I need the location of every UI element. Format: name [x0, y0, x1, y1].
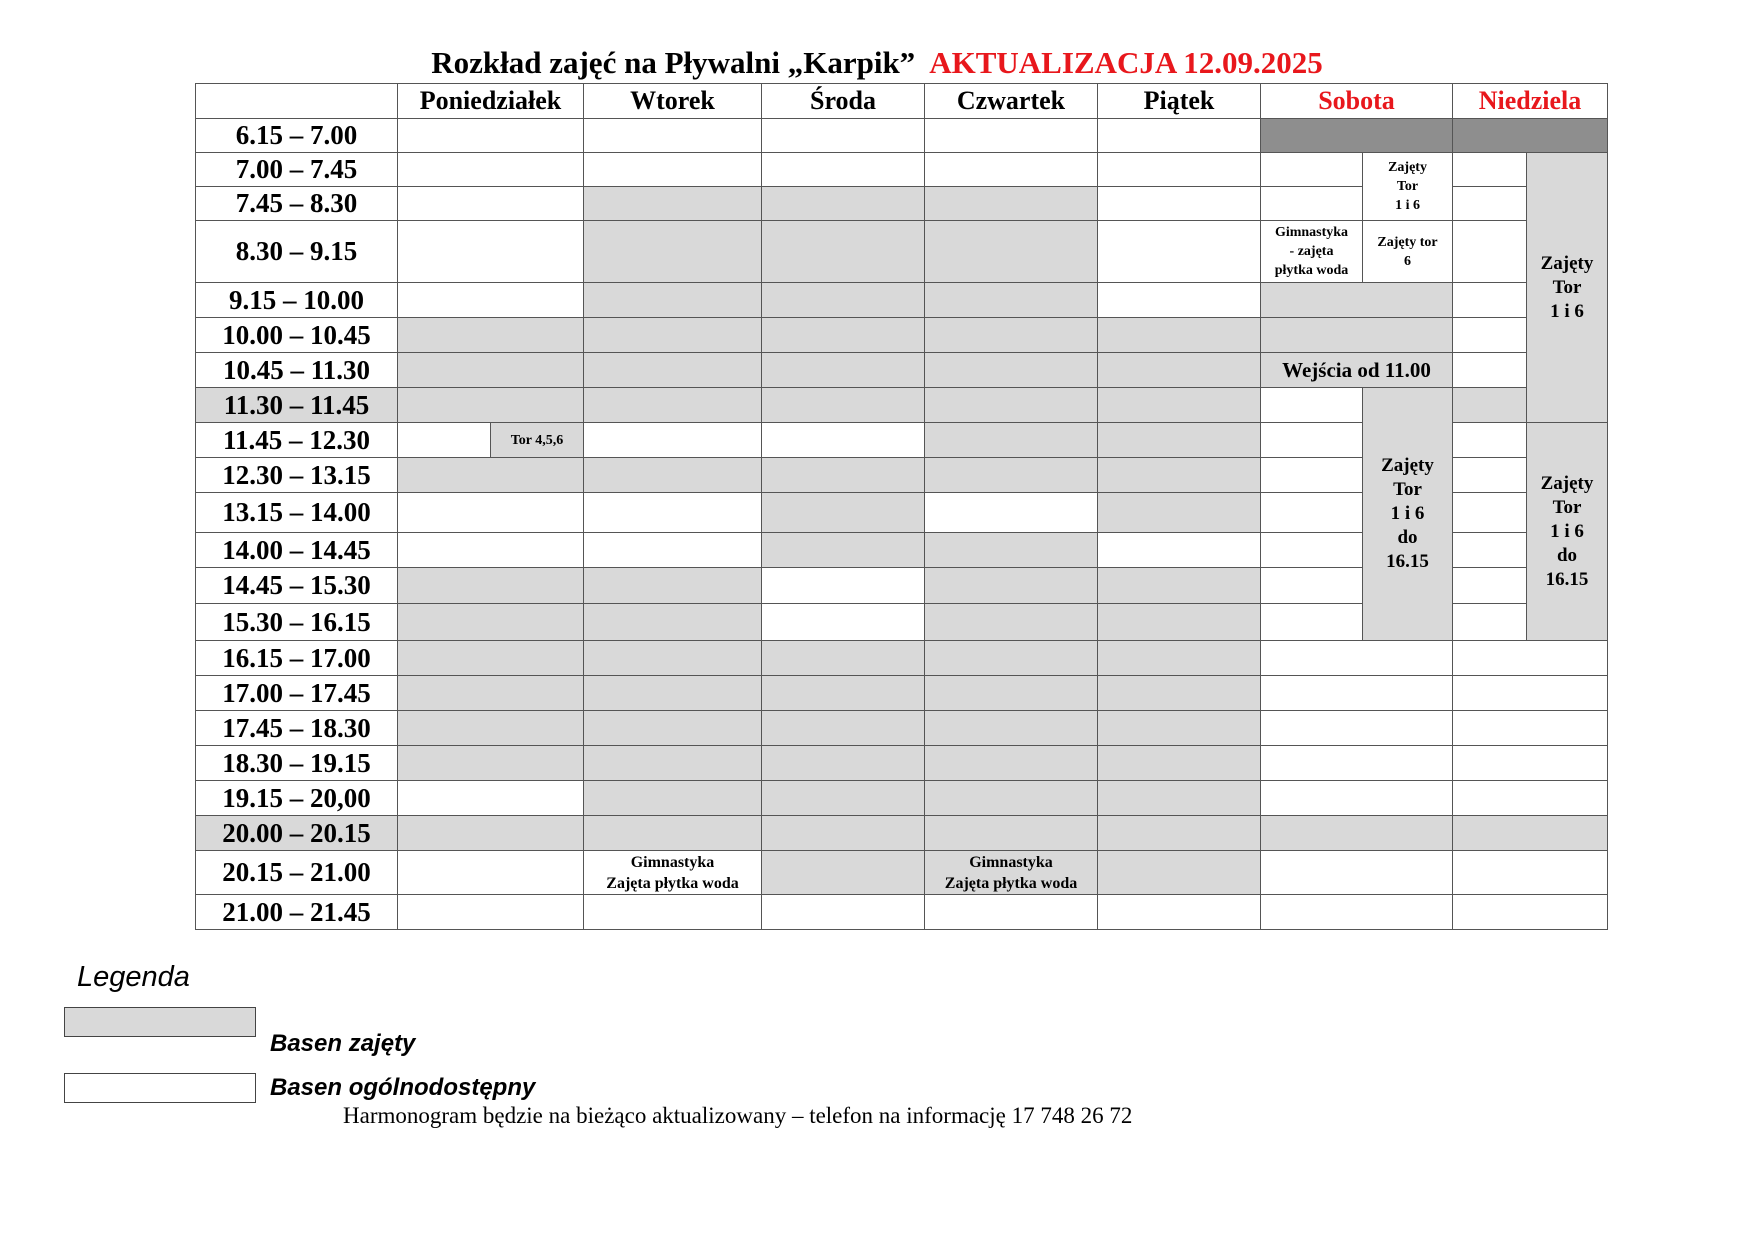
sat-lane6-note: Zajęty tor 6 — [1363, 221, 1453, 283]
slot-cell-busy — [762, 816, 925, 851]
slot-cell — [925, 493, 1098, 533]
slot-cell-busy — [398, 676, 584, 711]
slot-cell-busy — [1261, 283, 1453, 318]
time-row — [196, 851, 1608, 895]
slot-cell — [1453, 493, 1527, 533]
slot-cell-busy — [1098, 676, 1261, 711]
slot-cell — [1098, 221, 1261, 283]
slot-cell — [1453, 458, 1527, 493]
slot-cell-busy — [925, 458, 1098, 493]
slot-cell-busy — [925, 353, 1098, 388]
slot-cell-busy — [398, 568, 584, 604]
slot-cell — [1453, 711, 1608, 746]
slot-cell — [1453, 604, 1527, 641]
time-row — [196, 283, 1608, 318]
slot-cell — [398, 221, 584, 283]
slot-cell-busy — [398, 711, 584, 746]
day-header: Niedziela — [1453, 84, 1608, 119]
slot-cell-busy — [398, 816, 584, 851]
time-slot: 15.30 – 16.15 — [196, 604, 398, 641]
time-row — [196, 153, 1608, 187]
time-slot: 9.15 – 10.00 — [196, 283, 398, 318]
slot-cell — [398, 423, 491, 458]
slot-cell — [1453, 353, 1527, 388]
slot-cell-busy — [925, 746, 1098, 781]
slot-cell — [1261, 568, 1363, 604]
slot-cell-busy — [762, 353, 925, 388]
tue-gym-note: Gimnastyka Zajęta płytka woda — [584, 851, 762, 895]
slot-cell — [1098, 533, 1261, 568]
slot-cell — [1453, 895, 1608, 930]
time-slot: 11.45 – 12.30 — [196, 423, 398, 458]
slot-cell-busy — [584, 221, 762, 283]
time-slot: 17.45 – 18.30 — [196, 711, 398, 746]
slot-cell-busy — [584, 641, 762, 676]
time-slot: 11.30 – 11.45 — [196, 388, 398, 423]
time-slot: 21.00 – 21.45 — [196, 895, 398, 930]
slot-cell-closed — [1261, 119, 1453, 153]
slot-cell-busy — [762, 318, 925, 353]
title-main: Rozkład zajęć na Pływalni „Karpik” — [431, 45, 916, 80]
legend-swatch-open — [64, 1073, 256, 1103]
slot-cell-busy — [762, 641, 925, 676]
time-row — [196, 676, 1608, 711]
time-slot: 7.00 – 7.45 — [196, 153, 398, 187]
slot-cell-busy — [1098, 458, 1261, 493]
slot-cell-busy — [1098, 353, 1261, 388]
slot-cell — [1098, 895, 1261, 930]
slot-cell-busy — [584, 676, 762, 711]
slot-cell-busy — [925, 221, 1098, 283]
slot-cell-busy — [925, 283, 1098, 318]
slot-cell — [1098, 153, 1261, 187]
slot-cell — [1261, 533, 1363, 568]
slot-cell-busy — [1453, 388, 1608, 423]
slot-cell-busy — [762, 711, 925, 746]
slot-cell — [1261, 641, 1453, 676]
slot-cell-busy — [762, 676, 925, 711]
slot-cell — [398, 283, 584, 318]
slot-cell — [584, 119, 762, 153]
slot-cell — [1453, 568, 1527, 604]
day-header: Wtorek — [584, 84, 762, 119]
time-row — [196, 711, 1608, 746]
thu-gym-note: Gimnastyka Zajęta płytka woda — [925, 851, 1098, 895]
slot-cell — [1261, 851, 1453, 895]
time-slot: 13.15 – 14.00 — [196, 493, 398, 533]
slot-cell — [1261, 746, 1453, 781]
slot-cell-busy — [398, 641, 584, 676]
slot-cell — [398, 851, 584, 895]
slot-cell-busy — [925, 676, 1098, 711]
slot-cell-busy — [398, 604, 584, 641]
time-row — [196, 318, 1608, 353]
time-row — [196, 746, 1608, 781]
slot-cell-busy — [925, 781, 1098, 816]
day-header: Poniedziałek — [398, 84, 584, 119]
time-slot: 17.00 – 17.45 — [196, 676, 398, 711]
slot-cell — [1453, 283, 1527, 318]
sun-lane-note: Zajęty Tor 1 i 6 do 16.15 — [1527, 423, 1608, 641]
slot-cell-busy — [584, 353, 762, 388]
slot-cell — [1453, 641, 1608, 676]
page-title — [0, 45, 1754, 81]
slot-cell — [584, 153, 762, 187]
slot-cell-busy — [925, 187, 1098, 221]
slot-cell-busy — [584, 781, 762, 816]
time-row — [196, 781, 1608, 816]
slot-cell — [1453, 318, 1527, 353]
slot-cell-busy — [925, 816, 1098, 851]
slot-cell-busy — [762, 493, 925, 533]
slot-cell — [1453, 423, 1527, 458]
slot-cell-busy — [584, 388, 762, 423]
slot-cell-busy — [762, 458, 925, 493]
slot-cell-busy — [584, 746, 762, 781]
slot-cell — [1453, 153, 1527, 187]
slot-cell — [1098, 187, 1261, 221]
time-row — [196, 119, 1608, 153]
slot-cell-busy — [1098, 816, 1261, 851]
slot-cell-busy — [1098, 423, 1261, 458]
slot-cell — [1261, 676, 1453, 711]
slot-cell-closed — [1453, 119, 1608, 153]
slot-cell — [925, 119, 1098, 153]
slot-cell — [398, 895, 584, 930]
legend-label-open: Basen ogólnodostępny — [270, 1074, 536, 1101]
slot-cell-busy — [1098, 604, 1261, 641]
slot-cell — [584, 533, 762, 568]
slot-cell — [1098, 283, 1261, 318]
slot-cell — [398, 153, 584, 187]
slot-cell-busy — [1098, 568, 1261, 604]
slot-cell-busy — [398, 353, 584, 388]
time-row — [196, 641, 1608, 676]
slot-cell — [1453, 533, 1527, 568]
sat-entry-note: Wejścia od 11.00 — [1261, 353, 1453, 388]
slot-cell-busy — [584, 318, 762, 353]
slot-cell — [584, 423, 762, 458]
slot-cell-busy — [925, 318, 1098, 353]
slot-cell-busy — [762, 781, 925, 816]
slot-cell — [1453, 851, 1608, 895]
sat-lane-note: Zajęty Tor 1 i 6 do 16.15 — [1363, 388, 1453, 641]
time-slot: 7.45 – 8.30 — [196, 187, 398, 221]
legend-label-busy: Basen zajęty — [270, 1030, 416, 1057]
slot-cell-busy — [762, 283, 925, 318]
slot-cell — [1098, 119, 1261, 153]
slot-cell-busy — [925, 388, 1098, 423]
header-row — [196, 84, 1608, 119]
slot-cell — [1453, 781, 1608, 816]
slot-cell — [398, 781, 584, 816]
slot-cell-busy — [1261, 816, 1453, 851]
slot-cell-busy — [1098, 641, 1261, 676]
slot-cell — [1261, 895, 1453, 930]
slot-cell-busy — [1098, 781, 1261, 816]
slot-cell-busy — [1098, 318, 1261, 353]
slot-cell — [584, 895, 762, 930]
slot-cell-busy — [762, 388, 925, 423]
slot-cell-busy — [398, 746, 584, 781]
time-row — [196, 895, 1608, 930]
slot-cell — [1453, 187, 1527, 221]
slot-cell — [1453, 676, 1608, 711]
footnote: Harmonogram będzie na bieżąco aktualizowany – telefon na informację 17 748 26 72 — [343, 1103, 1133, 1128]
slot-cell-busy — [925, 568, 1098, 604]
slot-cell-busy — [584, 604, 762, 641]
slot-cell-busy — [1098, 851, 1261, 895]
slot-cell-busy — [925, 641, 1098, 676]
slot-cell — [1261, 458, 1363, 493]
slot-cell — [1261, 187, 1363, 221]
slot-cell — [1453, 746, 1608, 781]
slot-cell-busy — [584, 568, 762, 604]
slot-cell — [762, 119, 925, 153]
slot-cell — [398, 119, 584, 153]
time-row — [196, 388, 1608, 423]
slot-cell — [1261, 423, 1363, 458]
time-slot: 18.30 – 19.15 — [196, 746, 398, 781]
header-corner — [196, 84, 398, 119]
legend-swatch-busy — [64, 1007, 256, 1037]
slot-cell-busy — [1453, 816, 1608, 851]
mon-lanes-note: Tor 4,5,6 — [491, 423, 584, 458]
slot-cell-busy — [398, 388, 584, 423]
slot-cell — [584, 493, 762, 533]
time-slot: 6.15 – 7.00 — [196, 119, 398, 153]
sun-lane-note: Zajęty Tor 1 i 6 — [1527, 153, 1608, 423]
slot-cell-busy — [762, 533, 925, 568]
slot-cell — [1261, 711, 1453, 746]
slot-cell — [1261, 493, 1363, 533]
time-row — [196, 221, 1608, 283]
time-slot: 20.00 – 20.15 — [196, 816, 398, 851]
slot-cell-busy — [925, 423, 1098, 458]
time-slot: 19.15 – 20,00 — [196, 781, 398, 816]
slot-cell-busy — [762, 851, 925, 895]
time-slot: 10.45 – 11.30 — [196, 353, 398, 388]
slot-cell — [762, 153, 925, 187]
slot-cell — [1261, 153, 1363, 187]
slot-cell-busy — [762, 221, 925, 283]
legend-title: Legenda — [77, 961, 190, 993]
slot-cell-busy — [584, 187, 762, 221]
sat-gym-note: Gimnastyka - zajęta płytka woda — [1261, 221, 1363, 283]
time-slot: 14.45 – 15.30 — [196, 568, 398, 604]
slot-cell — [762, 895, 925, 930]
time-slot: 16.15 – 17.00 — [196, 641, 398, 676]
slot-cell — [398, 187, 584, 221]
slot-cell — [398, 533, 584, 568]
slot-cell-busy — [584, 711, 762, 746]
day-header: Środa — [762, 84, 925, 119]
time-row — [196, 353, 1608, 388]
slot-cell-busy — [1098, 711, 1261, 746]
slot-cell-busy — [925, 711, 1098, 746]
time-slot: 12.30 – 13.15 — [196, 458, 398, 493]
time-slot: 20.15 – 21.00 — [196, 851, 398, 895]
slot-cell — [1453, 221, 1527, 283]
slot-cell-busy — [584, 458, 762, 493]
slot-cell — [1261, 781, 1453, 816]
slot-cell — [1261, 604, 1363, 641]
time-slot: 14.00 – 14.45 — [196, 533, 398, 568]
slot-cell-busy — [925, 533, 1098, 568]
slot-cell — [762, 604, 925, 641]
slot-cell-busy — [1261, 318, 1453, 353]
day-header: Czwartek — [925, 84, 1098, 119]
slot-cell-busy — [925, 604, 1098, 641]
slot-cell — [925, 895, 1098, 930]
slot-cell-busy — [584, 816, 762, 851]
day-header: Sobota — [1261, 84, 1453, 119]
time-slot: 10.00 – 10.45 — [196, 318, 398, 353]
slot-cell — [925, 153, 1098, 187]
slot-cell-busy — [762, 746, 925, 781]
slot-cell-busy — [762, 187, 925, 221]
slot-cell-busy — [1098, 493, 1261, 533]
slot-cell-busy — [584, 283, 762, 318]
slot-cell — [762, 423, 925, 458]
day-header: Piątek — [1098, 84, 1261, 119]
slot-cell-busy — [1098, 746, 1261, 781]
time-row — [196, 816, 1608, 851]
sat-lane-note: Zajęty Tor 1 i 6 — [1363, 153, 1453, 221]
slot-cell — [1261, 388, 1363, 423]
slot-cell — [762, 568, 925, 604]
schedule-table — [195, 83, 1608, 930]
slot-cell — [398, 493, 584, 533]
slot-cell-busy — [398, 458, 584, 493]
update-date: AKTUALIZACJA 12.09.2025 — [929, 45, 1323, 80]
slot-cell-busy — [398, 318, 584, 353]
time-slot: 8.30 – 9.15 — [196, 221, 398, 283]
slot-cell-busy — [1098, 388, 1261, 423]
